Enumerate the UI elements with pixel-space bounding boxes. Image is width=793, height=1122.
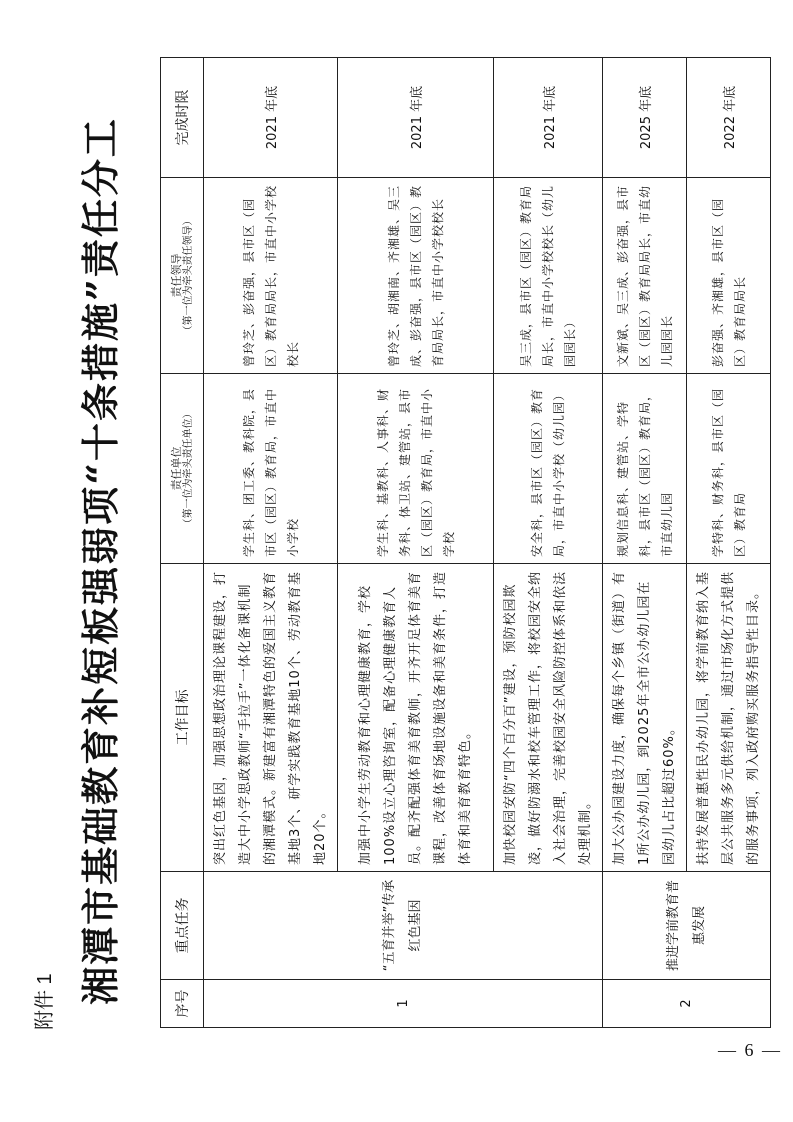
table-row <box>603 58 687 1028</box>
row-deadline: 2021 年底 <box>494 58 603 178</box>
row-leader: 吴三成，县市区（园区）教育局局长，市直中小学校校长（幼儿园园长） <box>494 178 603 374</box>
row-seq: 2 <box>603 980 771 1028</box>
row-leader: 曾玲芝、彭奋强，县市区（园区）教育局局长，市直中小学校校长 <box>204 178 338 374</box>
attachment-label: 附件 1 <box>34 973 56 1030</box>
row-goal: 加强中小学生劳动教育和心理健康教育，学校100%设立心理咨询室，配备心理健康教育人员。配齐配强体育美育教师，开齐开足体育美育课程，改善体育场地设施设备和美育条件，打造体育和美育教育特色。 <box>338 564 494 872</box>
row-goal: 加快校园安防“四个百分百”建设，预防校园欺凌，做好防溺水和校车管理工作，将校园安全纳入社会治理，完善校园安全风险防控体系和依法处理机制。 <box>494 564 603 872</box>
table-row <box>204 58 338 1028</box>
header-unit-main: 责任单位 <box>169 446 183 491</box>
header-unit <box>161 374 204 564</box>
header-leader-main: 责任领导 <box>169 253 183 298</box>
row-unit: 学特科、财务科，县市区（园区）教育局 <box>687 374 771 564</box>
row-seq: 1 <box>204 980 603 1028</box>
row-goal: 加大公办园建设力度，确保每个乡镇（街道）有1所公办幼儿园，到2025年全市公办幼儿园在园幼儿占比超过60%。 <box>603 564 687 872</box>
row-leader: 彭奋强、齐湘雄，县市区（园区）教育局局长 <box>687 178 771 374</box>
document-title: 湘潭市基础教育补短板强弱项“十条措施”责任分工 <box>78 117 123 1005</box>
row-unit: 学生科、团工委、教科院，县市区（园区）教育局，市直中小学校 <box>204 374 338 564</box>
header-leader <box>161 178 204 374</box>
row-leader: 文新斌、吴三成、彭奋强，县市区（园区）教育局局长，市直幼儿园园长 <box>603 178 687 374</box>
row-leader: 曾玲芝、胡湘南、齐湘雄、吴三成、彭奋强，县市区（园区）教育局局长，市直中小学校校长 <box>338 178 494 374</box>
header-leader-sub: （第一位为牵头责任领导） <box>182 215 194 336</box>
header-unit-sub: （第一位为牵头责任单位） <box>182 408 194 529</box>
row-goal: 扶持发展普惠性民办幼儿园，将学前教育纳入基层公共服务多元供给机制，通过市场化方式提供的服务事项，列入政府购买服务指导性目录。 <box>687 564 771 872</box>
row-unit: 规划信息科、建管站、学特科，县市区（园区）教育局，市直幼儿园 <box>603 374 687 564</box>
header-task: 重点任务 <box>161 872 204 980</box>
header-seq: 序号 <box>161 980 204 1028</box>
page-number: — 6 — <box>718 1040 782 1060</box>
row-deadline: 2021 年底 <box>338 58 494 178</box>
row-task: “五育并举”传承红色基因 <box>204 872 603 980</box>
table-header-row <box>161 58 204 1028</box>
header-deadline: 完成时限 <box>161 58 204 178</box>
row-deadline: 2021 年底 <box>204 58 338 178</box>
row-goal: 突出红色基因，加强思想政治理论课程建设，打造大中小学思政教师“手拉手”一体化备课机制的湘潭模式。新建富有湘潭特色的爱国主义教育基地3个、研学实践教育基地10个、劳动教育基地20个。 <box>204 564 338 872</box>
row-deadline: 2025 年底 <box>603 58 687 178</box>
row-unit: 安全科，县市区（园区）教育局，市直中小学校（幼儿园） <box>494 374 603 564</box>
responsibility-table <box>160 57 771 1028</box>
row-task: 推进学前教育普惠发展 <box>603 872 771 980</box>
row-unit: 学生科、基教科、人事科、财务科、体卫站、建管站，县市区（园区）教育局，市直中小学校 <box>338 374 494 564</box>
row-deadline: 2022 年底 <box>687 58 771 178</box>
header-goal: 工作目标 <box>161 564 204 872</box>
